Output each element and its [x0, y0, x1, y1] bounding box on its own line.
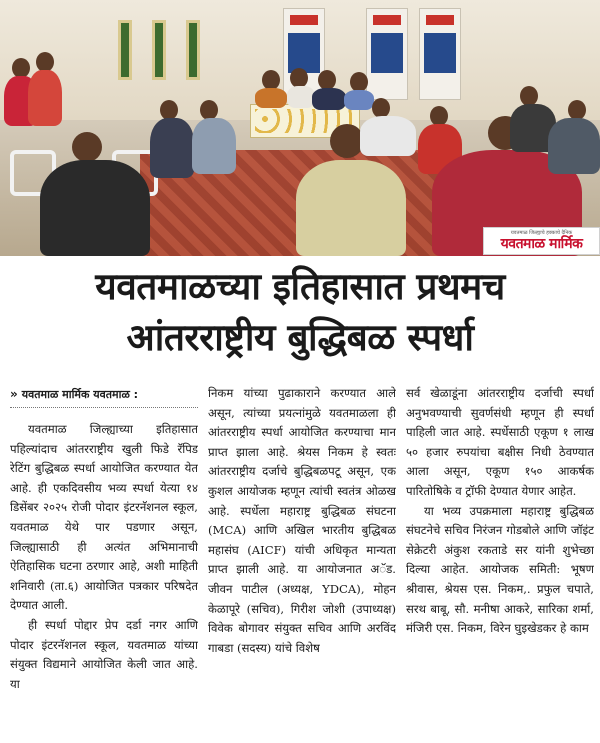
person — [360, 116, 416, 156]
article-column-1 — [10, 384, 198, 740]
person — [344, 90, 374, 110]
paragraph: ही स्पर्धा पोद्दार प्रेप दर्डा नगर आणि पोदार इंटरनॅशनल स्कूल, यवतमाळ यांच्या संयुक्त विद्यमाने आयोजित केली जात आहे. या — [10, 617, 198, 691]
person — [287, 86, 315, 108]
person-head — [350, 72, 368, 92]
person-head — [262, 70, 280, 90]
person-head — [290, 68, 308, 88]
article-column-2 — [208, 384, 396, 740]
paragraph: यवतमाळ जिल्ह्याच्या इतिहासात पहिल्यांदाच आंतरराष्ट्रीय खुली फिडे रॅपिड रेटिंग बुद्धिबळ स्पर्धा आयोजित करण्यात येत आहे. ही एकदिवसीय भव्य स्पर्धा येत्या १४ डिसेंबर २०२५ रोजी पोदार इंटरनॅशनल स्कूल, यवतमाळ येथे पार पडणार असून, जिल्ह्यासाठी ही अत्यंत अभिमानाची ऐतिहासिक घटना ठरणार आहे, अशी माहिती शनिवारी (ता.६) आयोजित पत्रकार परिषदेत देण्यात आली. — [10, 422, 198, 613]
person-head — [200, 100, 218, 120]
headline-line-1: यवतमाळच्या इतिहासात प्रथमच — [95, 265, 505, 308]
person-head — [160, 100, 178, 120]
article-column-3 — [406, 384, 594, 740]
wall-panel — [152, 20, 166, 80]
logo-name: यवतमाळ मार्मिक — [500, 236, 583, 252]
person-head — [36, 52, 54, 72]
newspaper-logo — [483, 227, 600, 255]
person — [28, 70, 62, 126]
logo-tagline: यवतमाळ जिल्ह्याचे हक्काचे दैनिक — [510, 230, 573, 236]
person-head — [372, 98, 390, 118]
paragraph: या भव्य उपक्रमाला महाराष्ट्र बुद्धिबळ संघटनेचे सचिव निरंजन गोडबोले आणि जॉइंट सेक्रेटरी अंकुश रकताडे सर यांनी शुभेच्छा दिल्या आहेत. आयोजक समिती: भूषण श्रीवास, श्रेयस एस. निकम,. प्रफुल चपाते, सरथ बाबू, सौ. मनीषा आकरे, सारिका शर्मा, मंजिरी एस. निकम, विरेन घुइखेडकर हे काम — [406, 503, 594, 636]
person — [255, 88, 287, 108]
paragraph: निकम यांच्या पुढाकाराने करण्यात आले असून, त्यांच्या प्रयत्नांमुळे यवतमाळला ही आंतरराष्ट्रीय स्पर्धा आयोजित करण्याचा मान प्राप्त झाला आहे. श्रेयस निकम हे स्वतः आंतरराष्ट्रीय दर्जाचे बुद्धिबळपटू असून, एक कुशल आयोजक म्हणून त्यांची स्वतंत्र ओळख आहे. स्पर्धेला महाराष्ट्र बुद्धिबळ संघटना (MCA) आणि अखिल भारतीय बुद्धिबळ महासंघ (AICF) यांची अधिकृत मान्यता प्राप्त झाली आहे. या आयोजनात अॅड. जीवन पाटील (अध्यक्ष, YDCA), मोहन केळापूरे (सचिव), गिरीश जोशी (उपाध्यक्ष) विवेक बोगावर संयुक्त सचिव आणि अरविंद गाबडा (सदस्य) यांचे विशेष — [208, 386, 396, 655]
wall-panel — [118, 20, 132, 80]
person — [312, 88, 346, 110]
person-head — [568, 100, 586, 120]
person — [296, 160, 406, 256]
article-body — [10, 384, 594, 740]
headline — [0, 262, 600, 364]
byline — [10, 384, 198, 408]
person-head — [12, 58, 30, 78]
event-banner — [419, 8, 461, 100]
person — [40, 160, 150, 256]
person-head — [430, 106, 448, 126]
paragraph: सर्व खेळाडूंना आंतरराष्ट्रीय दर्जाची स्पर्धा अनुभवण्याची सुवर्णसंधी म्हणून ही स्पर्धा पाहिली जात आहे. स्पर्धेसाठी एकूण १ लाख ५० हजार रुपयांचा बक्षीस निधी ठेवण्यात आला असून, एकूण १५० आकर्षक पारितोषिके व ट्रॉफी देण्यात येणार आहेत. — [406, 386, 594, 498]
person-head — [520, 86, 538, 106]
person-head — [330, 124, 364, 158]
person-head — [318, 70, 336, 90]
byline-mark: » — [10, 387, 18, 401]
event-banner — [366, 8, 408, 100]
person-head — [72, 132, 102, 162]
person — [150, 118, 194, 178]
news-photo — [0, 0, 600, 256]
byline-text: यवतमाळ मार्मिक यवतमाळ : — [21, 388, 139, 401]
person — [548, 118, 600, 174]
person — [192, 118, 236, 174]
headline-line-2: आंतरराष्ट्रीय बुद्धिबळ स्पर्धा — [126, 316, 474, 359]
wall-panel — [186, 20, 200, 80]
